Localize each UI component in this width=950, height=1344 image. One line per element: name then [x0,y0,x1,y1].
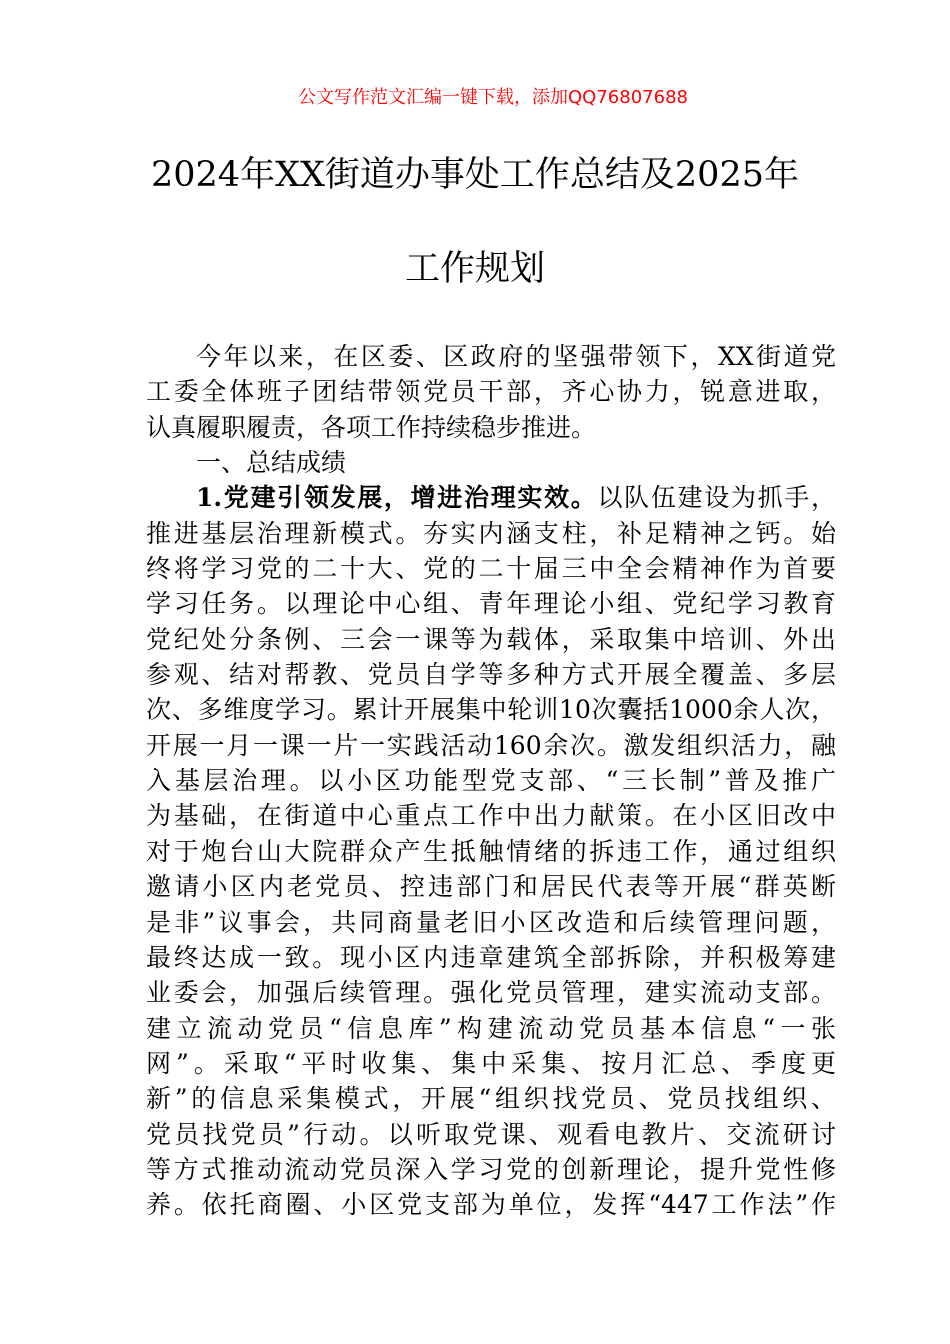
document-title-line-1: 2024年XX街道办事处工作总结及2025年 [151,155,799,195]
paragraph-line: 业委会，加强后续管理。强化党员管理，建实流动支部。 [146,978,836,1008]
intro-line: 今年以来，在区委、区政府的坚强带领下，XX街道党 [196,342,836,371]
section-heading: 一、总结成绩 [196,448,347,478]
paragraph-line: 为基础，在街道中心重点工作中出力献策。在小区旧改中 [146,801,836,831]
document-body [146,339,836,1223]
paragraph-line: 参观、结对帮教、党员自学等多种方式开展全覆盖、多层 [146,660,836,690]
paragraph-line: 对于炮台山大院群众产生抵触情绪的拆违工作，通过组织 [146,836,836,866]
item-heading-line [146,480,836,515]
paragraph-line: 养。依托商圈、小区党支部为单位，发挥“447工作法”作 [146,1190,836,1220]
item-heading-rest: 以队伍建设为抓手， [597,483,836,513]
paragraph-line: 等方式推动流动党员深入学习党的创新理论，提升党性修 [146,1154,836,1184]
paragraph-line: 邀请小区内老党员、控违部门和居民代表等开展“群英断 [146,872,836,902]
paragraph-line: 最终达成一致。现小区内违章建筑全部拆除，并积极筹建 [146,942,836,972]
watermark-text: 公文写作范文汇编一键下载，添加QQ76807688 [298,87,688,108]
paragraph-line: 入基层治理。以小区功能型党支部、“三长制”普及推广 [146,766,836,796]
paragraph-line: 终将学习党的二十大、党的二十届三中全会精神作为首要 [146,554,836,584]
paragraph-line: 学习任务。以理论中心组、青年理论小组、党纪学习教育 [146,589,836,619]
intro-line: 工委全体班子团结带领党员干部，齐心协力，锐意进取， [146,377,836,407]
document-title-line-2: 工作规划 [404,249,545,289]
paragraph-line: 新”的信息采集模式，开展“组织找党员、党员找组织、 [146,1084,836,1114]
paragraph-line: 次、多维度学习。累计开展集中轮训10次囊括1000余人次， [146,695,836,725]
paragraph-line: 党员找党员”行动。以听取党课、观看电教片、交流研讨 [146,1119,836,1149]
paragraph-line: 推进基层治理新模式。夯实内涵支柱，补足精神之钙。始 [146,518,836,548]
intro-line: 认真履职履责，各项工作持续稳步推进。 [146,412,597,442]
paragraph-line: 是非”议事会，共同商量老旧小区改造和后续管理问题， [146,907,836,937]
item-heading: 1.党建引领发展，增进治理实效。 [196,483,598,513]
paragraph-line: 党纪处分条例、三会一课等为载体，采取集中培训、外出 [146,624,836,654]
paragraph-line: 开展一月一课一片一实践活动160余次。激发组织活力，融 [146,730,836,760]
paragraph-line: 网”。采取“平时收集、集中采集、按月汇总、季度更 [146,1048,836,1078]
paragraph-line: 建立流动党员“信息库”构建流动党员基本信息“一张 [146,1013,836,1043]
